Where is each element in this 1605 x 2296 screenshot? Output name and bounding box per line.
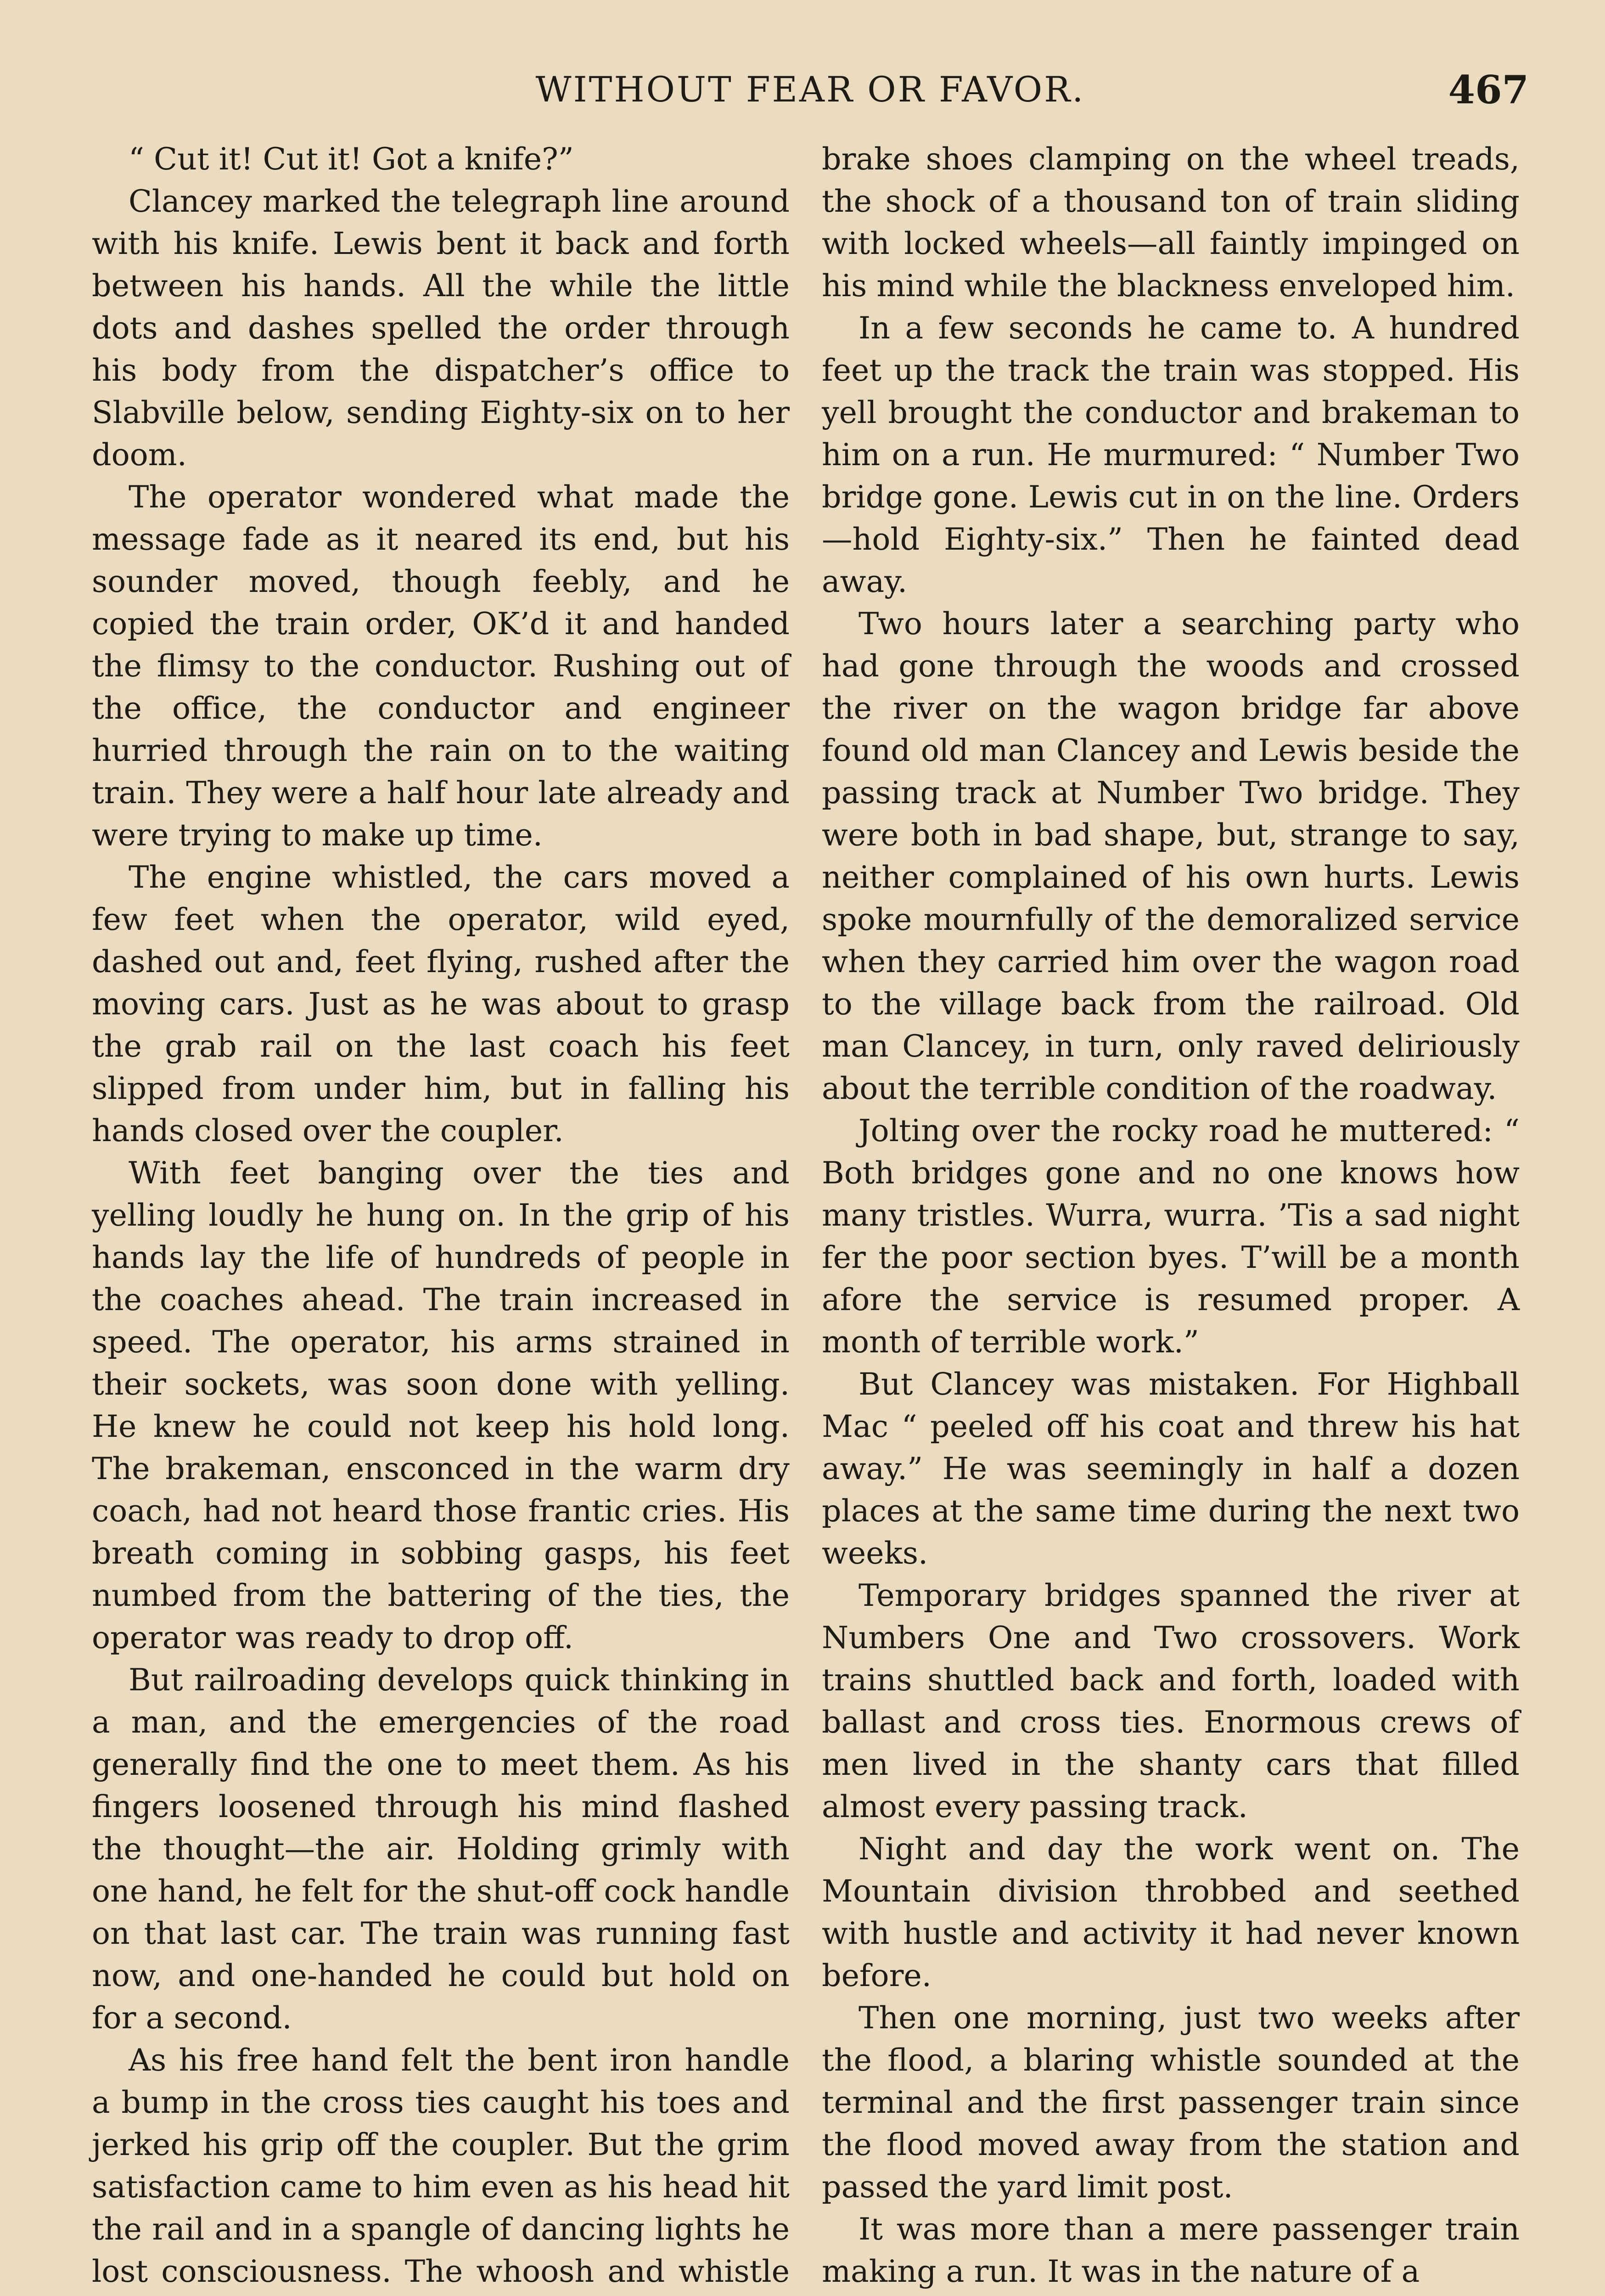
right-column: [822, 138, 1520, 2292]
paragraph: Temporary bridges spanned the river at Numbers One and Two crossovers. Work trains shuttled back and forth, loaded with ballast and cross ties. Enormous crews of men lived in the shanty cars that filled almost every passing track.: [822, 1577, 1520, 1824]
paragraph: Then one morning, just two weeks after the flood, a blaring whistle sounded at the terminal and the first passenger train since the flood moved away from the station and passed the yard limit post.: [822, 2000, 1520, 2205]
paragraph: Two hours later a searching party who had gone through the woods and crossed the river on the wagon bridge far above found old man Clancey and Lewis beside the passing track at Number Two bridge. They were both in bad shape, but, strange to say, neither complained of his own hurts. Lewis spoke mournfully of the demoralized service when they carried him over the wagon road to the village back from the railroad. Old man Clancey, in turn, only raved deliriously about the terrible condition of the roadway.: [822, 606, 1520, 1106]
paragraph: The operator wondered what made the message fade as it neared its end, but his sounder moved, though feebly, and he copied the train order, OK’d it and handed the flimsy to the conductor. Rushing out of the office, the conductor and engineer hurried through the rain on to the waiting train. They were a half hour late already and were trying to make up time.: [92, 479, 790, 853]
paragraph: As his free hand felt the bent iron handle a bump in the cross ties caught his toes and jerked his grip off the coupler. But the grim satisfaction came to him even as his head hit the rail and in a spangle of dancing lights he lost consciousness. The whoosh and whistle: [92, 2042, 790, 2289]
running-title: WITHOUT FEAR OR FAVOR.: [535, 69, 1085, 110]
paragraph: The engine whistled, the cars moved a few feet when the operator, wild eyed, dashed out and, feet flying, rushed after the moving cars. Just as he was about to grasp the grab rail on the last coach his feet slipped from under him, but in falling his hands closed over the coupler.: [92, 859, 790, 1148]
page-number: 467: [1448, 67, 1529, 113]
paragraph: Night and day the work went on. The Mountain division throbbed and seethed with hustle and activity it had never known before.: [822, 1831, 1520, 1993]
paragraph: With feet banging over the ties and yelling loudly he hung on. In the grip of his hands lay the life of hundreds of people in the coaches ahead. The train increased in speed. The operator, his arms strained in their sockets, was soon done with yelling. He knew he could not keep his hold long. The brakeman, ensconced in the warm dry coach, had not heard those frantic cries. His breath coming in sobbing gasps, his feet numbed from the battering of the ties, the operator was ready to drop off.: [92, 1155, 790, 1655]
left-column: [92, 138, 790, 2296]
paragraph: But Clancey was mistaken. For Highball Mac “ peeled off his coat and threw his hat away.” He was seemingly in half a dozen places at the same time during the next two weeks.: [822, 1366, 1520, 1571]
paragraph: But railroading develops quick thinking in a man, and the emergencies of the road generally find the one to meet them. As his fingers loosened through his mind flashed the thought—the air. Holding grimly with one hand, he felt for the shut-off cock handle on that last car. The train was running fast now, and one-handed he could but hold on for a second.: [92, 1662, 790, 2036]
paragraph: “ Cut it! Cut it! Got a knife?”: [129, 141, 574, 177]
paragraph: In a few seconds he came to. A hundred feet up the track the train was stopped. His yell brought the conductor and brakeman to him on a run. He murmured: “ Number Two bridge gone. Lewis cut in on the line. Orders—hold Eighty-six.” Then he fainted dead away.: [822, 310, 1520, 599]
page-header: [92, 64, 1529, 124]
paragraph: Clancey marked the telegraph line around with his knife. Lewis bent it back and forth between his hands. All the while the little dots and dashes spelled the order through his body from the dispatcher’s office to Slabville below, sending Eighty-six on to her doom.: [92, 183, 790, 473]
paragraph: It was more than a mere passenger train making a run. It was in the nature of a: [822, 2211, 1520, 2289]
paragraph-continuation: brake shoes clamping on the wheel treads, the shock of a thousand ton of train sliding with locked wheels—all faintly impinged on his mind while the blackness enveloped him.: [822, 141, 1520, 304]
paragraph: Jolting over the rocky road he muttered: “ Both bridges gone and no one knows how many tristles. Wurra, wurra. ’Tis a sad night fer the poor section byes. T’will be a month afore the service is resumed proper. A month of terrible work.”: [822, 1113, 1520, 1360]
